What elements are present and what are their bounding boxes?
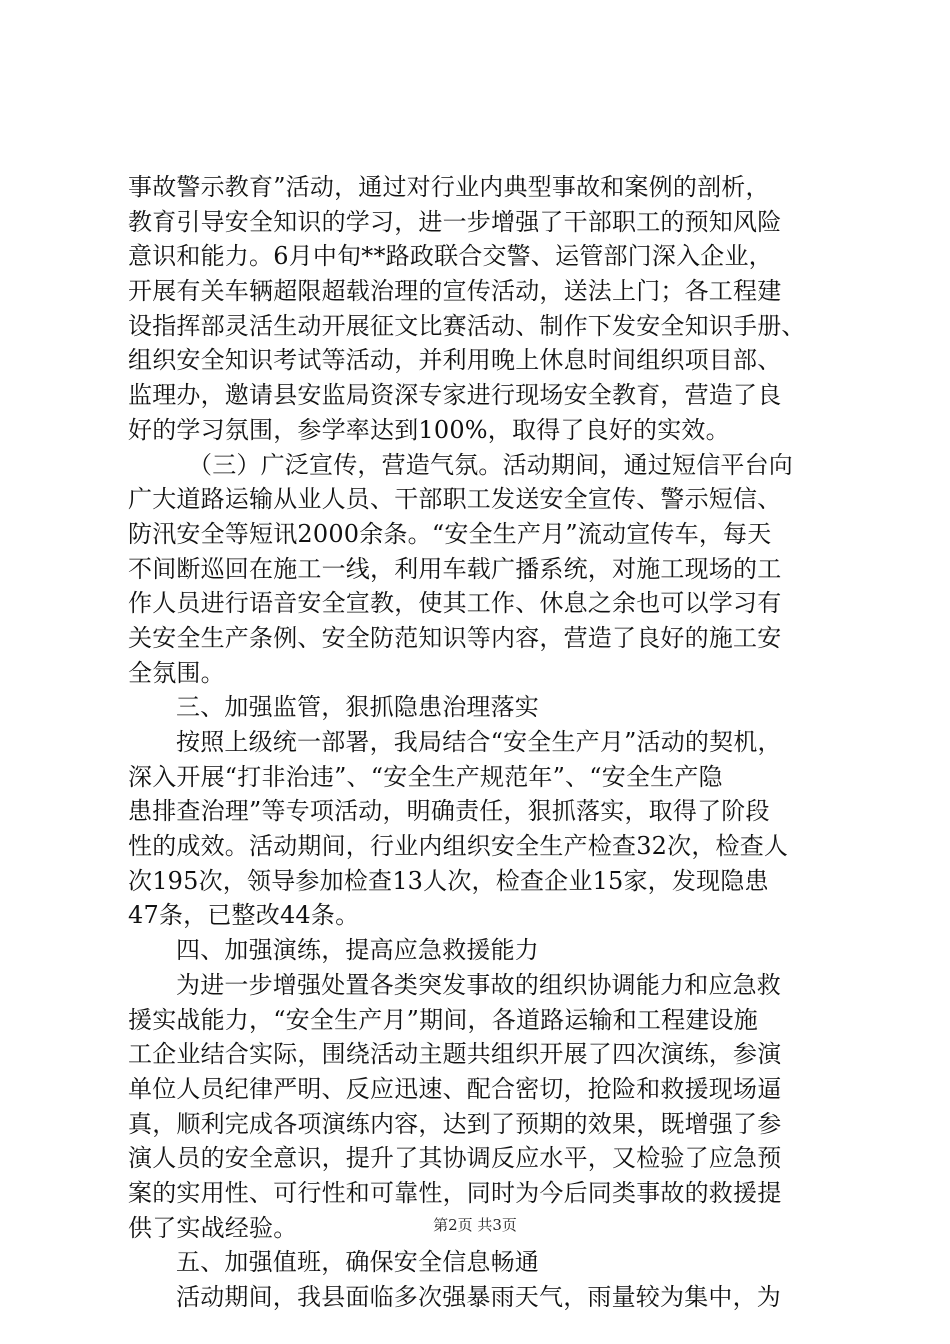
body-text bbox=[128, 170, 828, 1315]
paragraph-start-line: 为进一步增强处置各类突发事故的组织协调能力和应急救 bbox=[176, 970, 781, 999]
text-line: 监理办，邀请县安监局资深专家进行现场安全教育，营造了良 bbox=[128, 381, 782, 410]
text-line: 47条，已整改44条。 bbox=[128, 901, 360, 930]
paragraph-start-line: 按照上级统一部署，我局结合“安全生产月”活动的契机， bbox=[176, 728, 782, 756]
text-line: 真，顺利完成各项演练内容，达到了预期的效果，既增强了参 bbox=[128, 1109, 782, 1138]
section-heading: 五、加强值班，确保安全信息畅通 bbox=[176, 1248, 539, 1277]
paragraph-start-line: 活动期间，我县面临多次强暴雨天气，雨量较为集中，为 bbox=[176, 1283, 781, 1311]
text-line: 教育引导安全知识的学习，进一步增强了干部职工的预知风险 bbox=[128, 207, 782, 236]
text-line: 意识和能力。6月中旬**路政联合交警、运管部门深入企业， bbox=[128, 242, 773, 271]
text-line: 供了实战经验。 bbox=[128, 1213, 298, 1242]
text-line: 性的成效。活动期间，行业内组织安全生产检查32次，检查人 bbox=[128, 832, 789, 861]
text-line: 设指挥部灵活生动开展征文比赛活动、制作下发安全知识手册、 bbox=[128, 311, 806, 340]
text-line: 案的实用性、可行性和可靠性，同时为今后同类事故的救援提 bbox=[128, 1178, 782, 1207]
text-line: 演人员的安全意识，提升了其协调反应水平，又检验了应急预 bbox=[128, 1144, 782, 1173]
section-heading: 三、加强监管，狠抓隐患治理落实 bbox=[176, 693, 539, 722]
text-line: 广大道路运输从业人员、干部职工发送安全宣传、警示短信、 bbox=[128, 485, 782, 514]
text-line: 防汛安全等短讯2000余条。“安全生产月”流动宣传车，每天 bbox=[128, 519, 772, 548]
paragraph-start-line: （三）广泛宣传，营造气氛。活动期间，通过短信平台向 bbox=[188, 450, 793, 479]
text-line: 事故警示教育”活动，通过对行业内典型事故和案例的剖析， bbox=[128, 173, 770, 201]
page-footer: 第2页 共3页 bbox=[433, 1216, 517, 1234]
text-line: 好的学习氛围，参学率达到100%，取得了良好的实效。 bbox=[128, 415, 730, 444]
text-line: 作人员进行语音安全宣教，使其工作、休息之余也可以学习有 bbox=[128, 589, 782, 618]
text-line: 关安全生产条例、安全防范知识等内容，营造了良好的施工安 bbox=[128, 623, 782, 652]
text-line: 患排查治理”等专项活动，明确责任，狠抓落实，取得了阶段 bbox=[128, 797, 770, 826]
text-line: 不间断巡回在施工一线，利用车载广播系统，对施工现场的工 bbox=[128, 554, 782, 583]
section-heading: 四、加强演练，提高应急救援能力 bbox=[176, 936, 539, 965]
text-line: 援实战能力，“安全生产月”期间，各道路运输和工程建设施 bbox=[128, 1005, 758, 1034]
text-line: 单位人员纪律严明、反应迅速、配合密切，抢险和救援现场逼 bbox=[128, 1074, 782, 1103]
text-line: 全氛围。 bbox=[128, 658, 225, 687]
text-line: 工企业结合实际，围绕活动主题共组织开展了四次演练，参演 bbox=[128, 1040, 782, 1069]
text-line: 组织安全知识考试等活动，并利用晚上休息时间组织项目部、 bbox=[128, 346, 782, 375]
text-line: 深入开展“打非治违”、“安全生产规范年”、“安全生产隐 bbox=[128, 762, 723, 791]
text-line: 开展有关车辆超限超载治理的宣传活动，送法上门；各工程建 bbox=[128, 277, 782, 306]
text-line: 次195次，领导参加检查13人次，检查企业15家，发现隐患 bbox=[128, 866, 769, 895]
